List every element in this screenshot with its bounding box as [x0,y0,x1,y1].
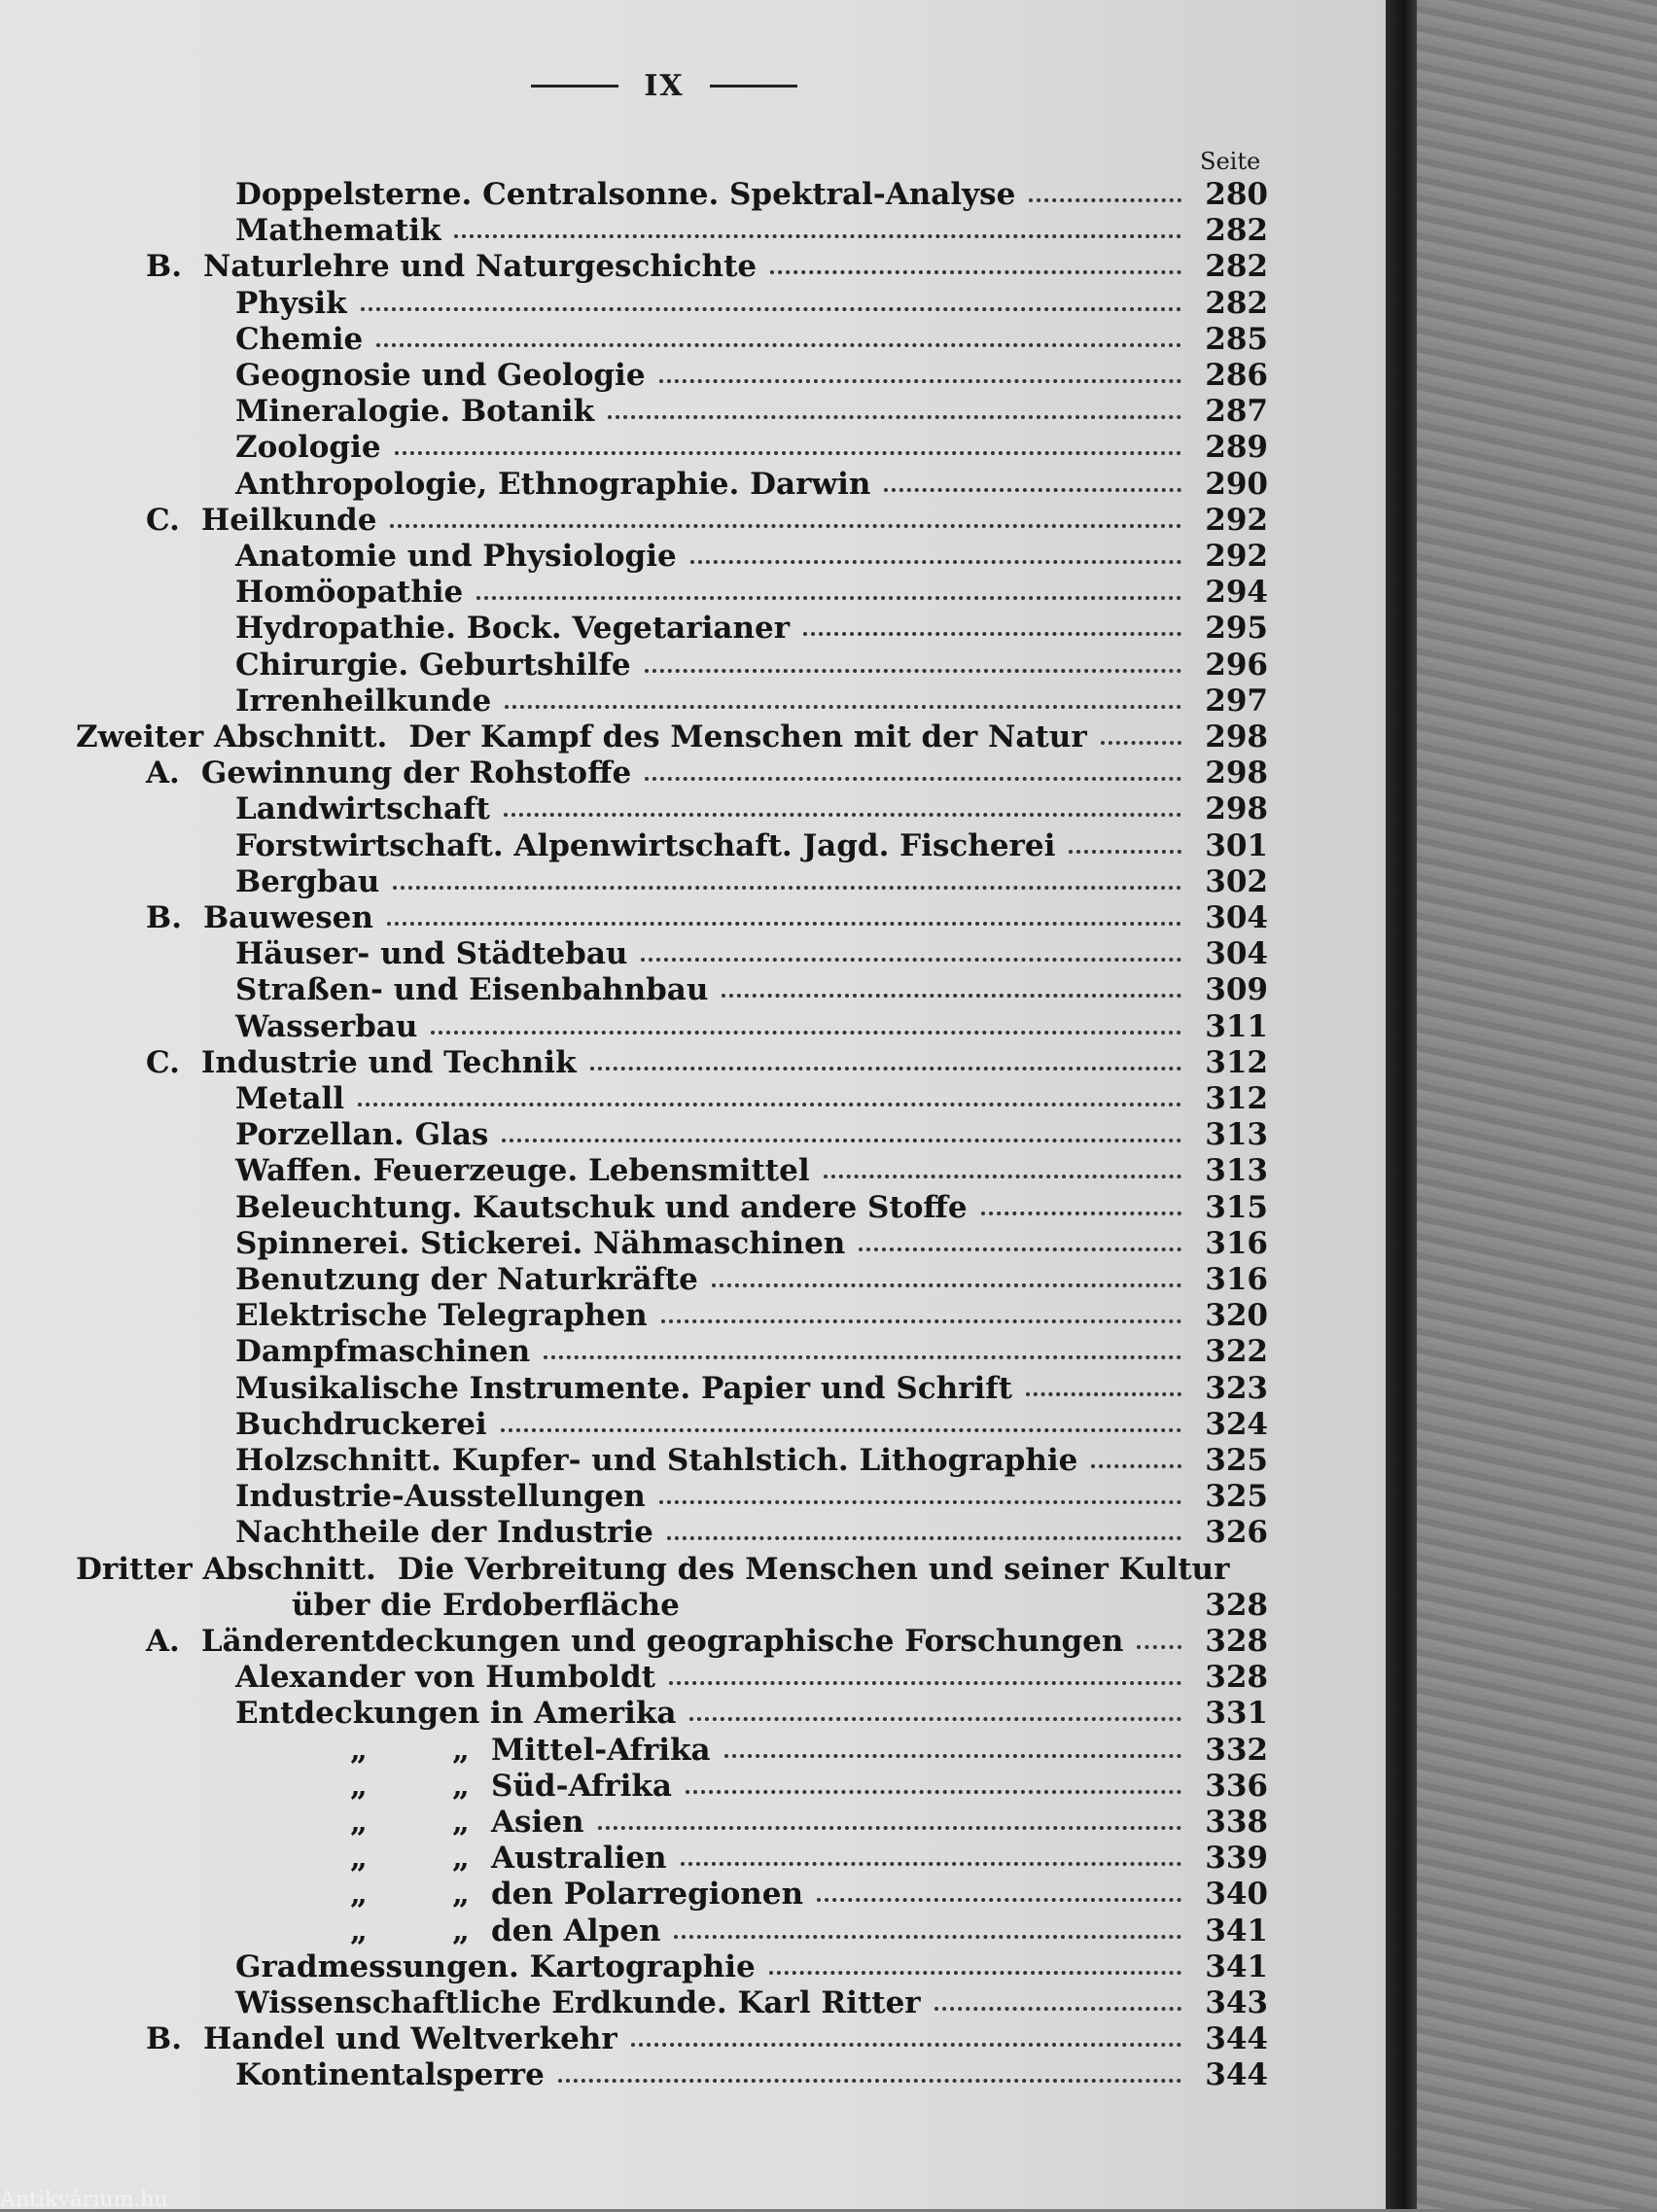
toc-row [0,503,1386,539]
toc-section-prefix: B. [146,2021,182,2057]
toc-entry-title: Naturlehre und Naturgeschichte [202,249,758,285]
toc-section-prefix: Zweiter Abschnitt. [76,720,388,755]
toc-page-number: 332 [1205,1732,1268,1768]
toc-row [0,1841,1386,1877]
leader-dots [689,1696,1181,1721]
toc-row [0,1914,1386,1949]
toc-entry-title: Alexander von Humboldt [235,1660,655,1696]
toc-entry-title: Süd-Afrika [491,1768,672,1804]
toc-entry-title: Australien [491,1841,667,1877]
toc-page-number: 325 [1205,1479,1268,1515]
toc-page-number: 296 [1205,647,1268,683]
watermark: Antikvárium.hu [0,2188,168,2212]
ditto-mark: „ [452,1805,470,1840]
toc-entry-title: Bauwesen [202,900,373,935]
leader-dots [502,1117,1181,1142]
leader-dots [803,611,1181,636]
toc-row [0,648,1386,684]
toc-page-number: 282 [1205,249,1268,285]
toc-row [0,1805,1386,1841]
ditto-mark: „ [452,1841,470,1877]
ditto-mark: „ [452,1732,470,1768]
toc-entry-title: Spinnerei. Stickerei. Nähmaschinen [235,1225,846,1261]
toc-section-prefix: C. [146,1044,180,1080]
leader-dots [669,1660,1181,1685]
toc-page-number: 301 [1205,827,1268,863]
toc-row [0,539,1386,575]
toc-page-number: 343 [1205,1985,1268,2020]
ditto-mark: „ [452,1877,470,1913]
toc-entry-title: Doppelsterne. Centralsonne. Spektral-Analyse [235,177,1016,212]
toc-entry-title: Dampfmaschinen [235,1334,531,1370]
toc-row [0,1371,1386,1407]
toc-entry-title: Homöopathie [235,575,464,611]
header-rule-right [710,85,797,88]
toc-page-number: 309 [1205,972,1268,1008]
leader-dots [722,972,1181,998]
toc-page-number: 311 [1205,1008,1268,1044]
toc-entry-title: Gewinnung der Rohstoffe [200,755,632,791]
toc-page-number: 302 [1205,863,1268,899]
toc-entry-title: Zoologie [235,430,381,466]
toc-row [0,1407,1386,1443]
ditto-mark: „ [350,1805,368,1840]
toc-row [0,1117,1386,1153]
toc-row [0,213,1386,249]
leader-dots [1137,1624,1181,1649]
toc-page-number: 338 [1205,1805,1268,1840]
book-spine [1386,0,1417,2209]
ditto-mark: „ [350,1913,368,1949]
toc-entry-title: Bergbau [235,863,380,899]
toc-page-number: 313 [1205,1117,1268,1153]
toc-entry-title: den Alpen [491,1913,661,1949]
toc-page-number: 287 [1205,394,1268,430]
toc-entry-title: Physik [235,285,347,321]
leader-dots [598,1805,1181,1830]
toc-entry-title: Industrie-Ausstellungen [235,1479,646,1515]
toc-row [0,286,1386,322]
page-column-label: Seite [1200,148,1261,175]
leader-dots [641,936,1181,962]
toc-row [0,394,1386,430]
toc-row [0,1588,1386,1624]
toc-page-number: 286 [1205,358,1268,393]
leader-dots [395,430,1181,455]
leader-dots [1026,1371,1181,1396]
toc-section-prefix: B. [146,900,182,935]
leader-dots [817,1877,1181,1902]
leader-dots [824,1153,1181,1178]
toc-entry-title: Anatomie und Physiologie [235,539,677,574]
toc-entry-title: Industrie und Technik [200,1044,577,1080]
toc-page-number: 320 [1205,1298,1268,1334]
leader-dots [770,249,1181,274]
page-header [515,66,813,105]
leader-dots [667,1515,1181,1540]
toc-entry-title: Mineralogie. Botanik [235,394,595,430]
toc-page-number: 323 [1205,1370,1268,1406]
toc-entry-title: Handel und Weltverkehr [202,2021,617,2057]
toc-page-number: 298 [1205,755,1268,791]
toc-row [0,611,1386,647]
toc-row [0,1443,1386,1479]
toc-entry-title: Wissenschaftliche Erdkunde. Karl Ritter [235,1985,921,2020]
book-cover [1417,0,1657,2209]
leader-dots [645,648,1181,673]
toc-entry-title: Häuser- und Städtebau [235,936,628,972]
toc-entry-title: Länderentdeckungen und geographische Forschungen [200,1624,1124,1659]
ditto-mark: „ [350,1841,368,1877]
toc-page-number: 322 [1205,1334,1268,1370]
toc-section-prefix: C. [146,502,180,538]
leader-dots [608,394,1181,419]
leader-dots [661,1298,1181,1323]
toc-row [0,1733,1386,1769]
toc-row [0,1153,1386,1189]
leader-dots [590,1045,1181,1071]
toc-entry-title: Buchdruckerei [235,1406,487,1442]
leader-dots [393,864,1181,890]
leader-dots [504,791,1181,817]
toc-entry-title: Nachtheile der Industrie [235,1515,653,1551]
toc-page-number: 298 [1205,720,1268,755]
toc-page-number: 326 [1205,1515,1268,1551]
leader-dots [390,503,1181,528]
leader-dots [454,213,1181,238]
toc-page-number: 282 [1205,285,1268,321]
toc-row [0,1624,1386,1660]
leader-dots [674,1914,1181,1939]
toc-entry-title: Irrenheilkunde [235,683,492,719]
toc-page-number: 289 [1205,430,1268,466]
toc-row [0,358,1386,394]
toc-entry-title: Waffen. Feuerzeuge. Lebensmittel [235,1153,810,1189]
leader-dots [690,539,1181,564]
leader-dots [501,1407,1181,1432]
toc-entry-title: Heilkunde [200,502,377,538]
toc-page-number: 297 [1205,683,1268,719]
toc-row [0,684,1386,720]
toc-entry-title: Anthropologie, Ethnographie. Darwin [235,466,871,502]
toc-entry-title: Benutzung der Naturkräfte [235,1262,698,1297]
toc-row [0,1949,1386,1985]
toc-entry-title: Chemie [235,321,364,357]
leader-dots [1069,828,1181,854]
toc-row [0,791,1386,827]
leader-dots [769,1949,1181,1975]
leader-dots [659,358,1181,383]
toc-page-number: 285 [1205,321,1268,357]
toc-page-number: 344 [1205,2021,1268,2057]
toc-row [0,936,1386,972]
toc-row [0,1298,1386,1334]
toc-row [0,864,1386,900]
toc-row [0,1190,1386,1226]
toc-row [0,1696,1386,1732]
leader-dots [981,1190,1181,1215]
leader-dots [724,1733,1181,1758]
toc-page-number: 331 [1205,1696,1268,1732]
toc-row [0,2021,1386,2057]
toc-entry-title: Chirurgie. Geburtshilfe [235,647,631,683]
toc-entry-title: Gradmessungen. Kartographie [235,1949,756,1984]
toc-row [0,249,1386,285]
toc-entry-title: Beleuchtung. Kautschuk und andere Stoffe [235,1189,968,1225]
toc-row [0,1769,1386,1805]
ditto-mark: „ [452,1768,470,1804]
leader-dots [361,286,1181,311]
toc-row [0,1552,1386,1588]
ditto-mark: „ [452,1913,470,1949]
toc-row [0,1045,1386,1081]
toc-page-number: 336 [1205,1768,1268,1804]
toc-row [0,1009,1386,1045]
toc-row [0,1660,1386,1696]
toc-entry-title: Der Kampf des Menschen mit der Natur [408,720,1087,755]
toc-page-number: 315 [1205,1189,1268,1225]
toc-page-number: 316 [1205,1262,1268,1297]
toc-page-number: 340 [1205,1877,1268,1913]
leader-dots [934,1985,1181,2011]
toc-entry-title: Porzellan. Glas [235,1117,489,1153]
leader-dots [712,1262,1181,1287]
toc-page-number: 328 [1205,1587,1268,1623]
leader-dots [659,1479,1181,1504]
toc-section-prefix: Dritter Abschnitt. [76,1551,376,1587]
toc-page-number: 295 [1205,611,1268,647]
toc-entry-title: Landwirtschaft [235,791,490,827]
toc-page-number: 341 [1205,1913,1268,1949]
toc-entry-title: Entdeckungen in Amerika [235,1696,677,1732]
toc-row [0,972,1386,1008]
leader-dots [505,684,1181,709]
toc-entry-title: Metall [235,1081,344,1116]
toc-entry-title: Musikalische Instrumente. Papier und Schrift [235,1370,1012,1406]
toc-page-number: 341 [1205,1949,1268,1984]
toc-row [0,1479,1386,1515]
toc-page-number: 313 [1205,1153,1268,1189]
toc-row [0,1877,1386,1913]
header-rule-left [531,85,618,88]
ditto-mark: „ [350,1732,368,1768]
toc-entry-title: den Polarregionen [491,1877,804,1913]
toc-section-prefix: A. [146,1624,180,1659]
toc-row [0,177,1386,213]
toc-entry-title: Wasserbau [235,1008,418,1044]
toc-row [0,900,1386,936]
toc-page-number: 328 [1205,1624,1268,1659]
page-number: IX [644,68,685,103]
toc-page-number: 292 [1205,539,1268,574]
toc-entry-title: Hydropathie. Bock. Vegetarianer [235,611,791,647]
toc-page-number: 292 [1205,502,1268,538]
toc-page-number: 339 [1205,1841,1268,1877]
leader-dots [686,1769,1181,1794]
leader-dots [1029,177,1181,202]
toc-page-number: 294 [1205,575,1268,611]
ditto-mark: „ [350,1768,368,1804]
toc-page-number: 282 [1205,213,1268,249]
toc-page-number: 312 [1205,1044,1268,1080]
leader-dots [1101,720,1181,745]
leader-dots [358,1081,1181,1106]
toc-section-prefix: A. [146,755,180,791]
leader-dots [476,575,1181,600]
toc-entry-title: Straßen- und Eisenbahnbau [235,972,709,1008]
toc-row [0,755,1386,791]
toc-row [0,1081,1386,1117]
toc-page-number: 304 [1205,900,1268,935]
toc-section-prefix: B. [146,249,182,285]
toc-entry-title: Kontinentalsperre [235,2057,545,2093]
toc-row [0,575,1386,611]
toc-row [0,2057,1386,2093]
toc-page-number: 324 [1205,1406,1268,1442]
toc-row [0,1515,1386,1551]
toc-entry-title: Forstwirtschaft. Alpenwirtschaft. Jagd. Fischerei [235,827,1056,863]
leader-dots [544,1334,1181,1359]
toc-row [0,322,1386,358]
toc-page-number: 298 [1205,791,1268,827]
toc-row [0,1226,1386,1262]
toc-page-number: 290 [1205,466,1268,502]
toc-entry-title: Geognosie und Geologie [235,358,646,393]
toc-page-number: 344 [1205,2057,1268,2093]
leader-dots [631,2021,1181,2047]
leader-dots [681,1841,1181,1866]
toc-entry-title: Die Verbreitung des Menschen und seiner Kultur [397,1551,1230,1587]
toc-page-number: 312 [1205,1081,1268,1116]
toc-entry-title: Mittel-Afrika [491,1732,711,1768]
toc-page-number: 280 [1205,177,1268,212]
leader-dots [376,322,1181,347]
leader-dots [645,755,1181,781]
toc-row [0,1985,1386,2021]
toc-row [0,1334,1386,1370]
toc-page-number: 328 [1205,1660,1268,1696]
toc-row [0,828,1386,864]
toc-entry-title: über die Erdoberfläche [292,1587,680,1623]
toc-page-number: 325 [1205,1443,1268,1478]
toc-row [0,467,1386,503]
ditto-mark: „ [350,1877,368,1913]
toc-row [0,1262,1386,1298]
toc-row [0,430,1386,466]
leader-dots [1091,1443,1181,1468]
leader-dots [558,2057,1181,2083]
leader-dots [884,467,1181,492]
toc-entry-title: Asien [491,1805,584,1840]
toc-row [0,720,1386,755]
toc-entry-title: Holzschnitt. Kupfer- und Stahlstich. Lithographie [235,1443,1078,1478]
toc-page-number: 316 [1205,1225,1268,1261]
leader-dots [387,900,1181,926]
toc-page-number: 304 [1205,936,1268,972]
leader-dots [431,1009,1181,1035]
toc-entry-title: Elektrische Telegraphen [235,1298,648,1334]
toc-entry-title: Mathematik [235,213,441,249]
leader-dots [859,1226,1181,1251]
